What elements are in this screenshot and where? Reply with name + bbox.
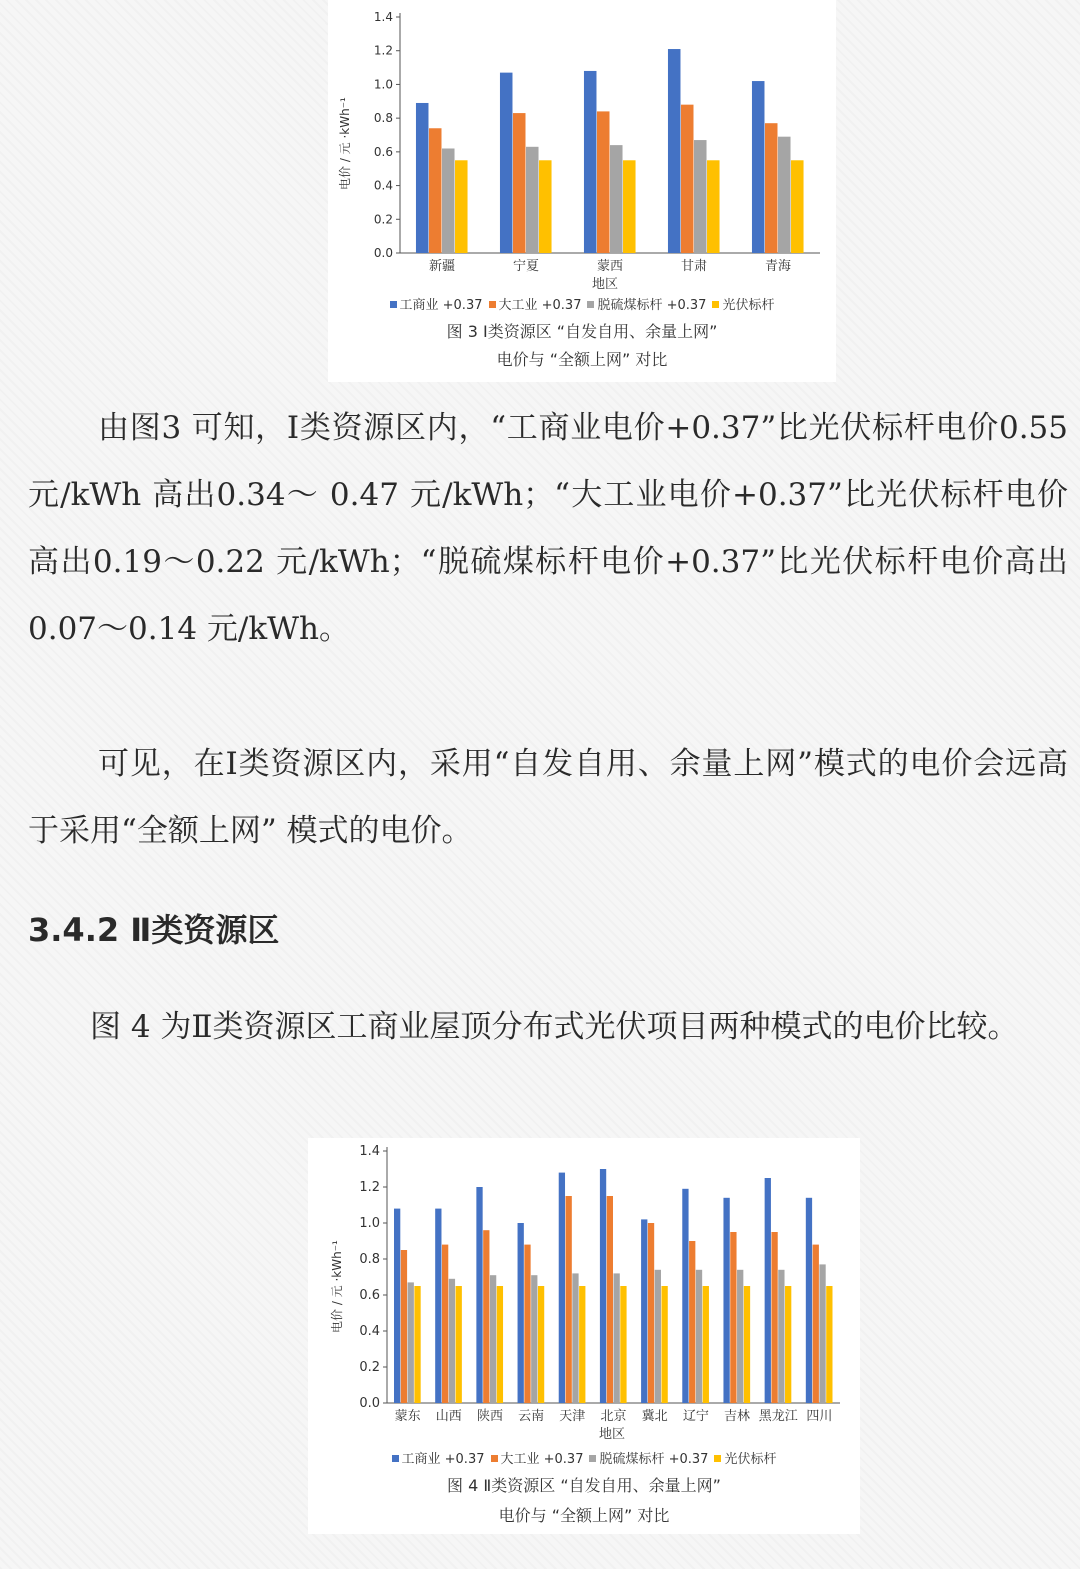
figure-4-bar [648, 1223, 654, 1403]
figure-4-bar [620, 1286, 626, 1403]
figure-3-category-label: 甘肃 [680, 259, 708, 274]
figure-3-bar [752, 81, 765, 253]
figure-4-bar [401, 1250, 407, 1403]
figure-4-bar [737, 1270, 743, 1403]
figure-4-bar [524, 1245, 530, 1403]
figure-4-y-tick-label: 1.2 [359, 1180, 380, 1195]
figure-3-bar [455, 160, 468, 253]
figure-3-legend-item [390, 294, 483, 313]
figure-4-x-axis-label: 地区 [598, 1427, 626, 1442]
figure-4-bar [813, 1245, 819, 1403]
figure-4-bar [723, 1198, 729, 1403]
figure-4-y-tick-label: 0.4 [359, 1324, 380, 1339]
figure-4-y-tick-label: 0.8 [359, 1252, 380, 1267]
figure-4-bar [483, 1230, 489, 1403]
figure-3-y-tick-label: 0.2 [373, 212, 393, 227]
figure-3-bar [623, 160, 636, 253]
figure-4-bar [765, 1178, 771, 1403]
figure-4-bar [408, 1282, 414, 1403]
figure-3-bar [681, 105, 694, 253]
figure-3-bar [765, 123, 778, 253]
figure-3-legend-swatch [489, 301, 496, 308]
figure-4-category-label: 山西 [435, 1409, 462, 1424]
figure-4-legend-label: 工商业 +0.37 [401, 1452, 485, 1467]
figure-4-legend-item [491, 1448, 584, 1467]
figure-4-category-label: 天津 [559, 1409, 586, 1424]
figure-3-y-tick-label: 1.4 [373, 10, 393, 24]
figure-4-legend [308, 1448, 860, 1467]
figure-4-bar [531, 1275, 537, 1403]
figure-4-bar [497, 1286, 503, 1403]
paragraph-3 [28, 994, 1068, 1061]
figure-3-bar [416, 103, 429, 253]
figure-3-bar [539, 160, 552, 253]
figure-3-category-label: 青海 [764, 259, 792, 274]
figure-3-legend-label: 脱硫煤标杆 +0.37 [597, 298, 707, 313]
figure-4-category-label: 云南 [518, 1409, 545, 1424]
figure-3-bar [610, 145, 623, 253]
figure-4-bar [703, 1286, 709, 1403]
figure-4-bar [806, 1198, 812, 1403]
figure-4-bar [730, 1232, 736, 1403]
figure-3-bar [694, 140, 707, 253]
figure-4-bar [456, 1286, 462, 1403]
figure-3-caption-line2: 电价与 “全额上网” 对比 [496, 350, 668, 369]
figure-4-y-tick-label: 0.0 [359, 1396, 380, 1411]
figure-4-legend-label: 大工业 +0.37 [500, 1452, 584, 1467]
figure-4-bar [449, 1279, 455, 1403]
figure-3-x-axis-label: 地区 [591, 277, 619, 292]
figure-4-bar [442, 1245, 448, 1403]
figure-4-legend-swatch [392, 1455, 399, 1462]
figure-3-bar [778, 137, 791, 253]
figure-4-bar [572, 1273, 578, 1403]
figure-4-legend-label: 脱硫煤标杆 +0.37 [599, 1452, 709, 1467]
section-heading: 3.4.2 Ⅱ类资源区 [28, 911, 280, 949]
figure-4-caption-line2: 电价与 “全额上网” 对比 [498, 1506, 670, 1525]
figure-4-bar [689, 1241, 695, 1403]
figure-3-bar [442, 148, 455, 253]
figure-4-category-label: 四川 [806, 1409, 833, 1424]
figure-4-chart [308, 1138, 860, 1448]
figure-3-y-axis-label: 电价 / 元 ·kWh⁻¹ [338, 97, 352, 190]
figure-4-bar [579, 1286, 585, 1403]
figure-3-legend-swatch [712, 301, 719, 308]
figure-4-y-axis-label: 电价 / 元 ·kWh⁻¹ [330, 1240, 344, 1333]
figure-3-chart [328, 0, 836, 300]
figure-3-legend [328, 294, 836, 313]
figure-3-bar [707, 160, 720, 253]
figure-3-category-label: 新疆 [428, 259, 456, 274]
figure-4-bar [414, 1286, 420, 1403]
figure-4-bar [655, 1270, 661, 1403]
figure-3-y-tick-label: 0.8 [373, 111, 393, 126]
figure-3-bar [791, 160, 804, 253]
figure-3-caption-line1: 图 3 Ⅰ类资源区 “自发自用、余量上网” [446, 322, 718, 341]
figure-4-y-tick-label: 0.6 [359, 1288, 380, 1303]
figure-3-bar [668, 49, 681, 253]
figure-3-legend-item [712, 294, 774, 313]
figure-3-legend-label: 工商业 +0.37 [399, 298, 483, 313]
figure-4-bar [641, 1219, 647, 1403]
figure-4-legend-swatch [714, 1455, 721, 1462]
figure-3-legend-label: 大工业 +0.37 [498, 298, 582, 313]
figure-4-bar [696, 1270, 702, 1403]
figure-4 [308, 1138, 860, 1534]
figure-3-y-tick-label: 0.6 [373, 144, 393, 159]
figure-4-legend-swatch [589, 1455, 596, 1462]
figure-4-bar [566, 1196, 572, 1403]
figure-4-bar [607, 1196, 613, 1403]
figure-3-bar [584, 71, 597, 253]
figure-4-bar [826, 1286, 832, 1403]
figure-3-bar [429, 128, 442, 253]
figure-3-bar [513, 113, 526, 253]
figure-3-bar [597, 111, 610, 253]
figure-3-y-tick-label: 0.0 [373, 246, 393, 260]
figure-4-y-tick-label: 1.0 [359, 1216, 380, 1231]
paragraph-1 [28, 395, 1068, 663]
figure-3-y-tick-label: 1.2 [373, 43, 393, 58]
figure-4-category-label: 冀北 [641, 1409, 668, 1424]
figure-3-bar [526, 147, 539, 253]
figure-4-bar [394, 1209, 400, 1403]
figure-3-category-label: 宁夏 [512, 259, 540, 274]
figure-3-bar [500, 73, 513, 253]
figure-4-bar [771, 1232, 777, 1403]
figure-4-category-label: 陕西 [476, 1409, 503, 1424]
figure-4-bar [490, 1275, 496, 1403]
figure-4-category-label: 北京 [600, 1409, 627, 1424]
figure-4-legend-item [589, 1448, 708, 1467]
figure-4-bar [614, 1273, 620, 1403]
figure-4-bar [778, 1270, 784, 1403]
figure-4-category-label: 蒙东 [394, 1409, 421, 1424]
figure-4-category-label: 辽宁 [682, 1409, 709, 1424]
figure-4-y-tick-label: 0.2 [359, 1360, 380, 1375]
figure-4-bar [682, 1189, 688, 1403]
figure-4-legend-label: 光伏标杆 [724, 1452, 777, 1467]
figure-3-legend-swatch [587, 301, 594, 308]
paragraph-3-text: 图 4 为Ⅱ类资源区工商业屋顶分布式光伏项目两种模式的电价比较。 [90, 1009, 1019, 1045]
figure-4-y-tick-label: 1.4 [359, 1144, 380, 1159]
figure-3-category-label: 蒙西 [596, 259, 624, 274]
figure-4-bar [819, 1264, 825, 1403]
figure-4-bar [661, 1286, 667, 1403]
figure-4-legend-item [714, 1448, 776, 1467]
figure-3 [328, 0, 836, 382]
figure-4-bar [538, 1286, 544, 1403]
figure-4-bar [476, 1187, 482, 1403]
figure-3-y-tick-label: 1.0 [373, 77, 393, 92]
figure-4-category-label: 黑龙江 [758, 1409, 798, 1424]
figure-4-bar [744, 1286, 750, 1403]
figure-4-category-label: 吉林 [724, 1409, 751, 1424]
figure-4-bar [785, 1286, 791, 1403]
figure-4-caption-line1: 图 4 Ⅱ类资源区 “自发自用、余量上网” [447, 1476, 721, 1495]
paragraph-1-text: 由图3 可知，Ⅰ类资源区内，“工商业电价+0.37”比光伏标杆电价0.55 元/kWh 高出0.34～ 0.47 元/kWh；“大工业电价+0.37”比光伏标杆电价高出0.19～0.22 元/kWh；“脱硫煤标杆电价+0.37”比光伏标杆电价高出0.07～0.14 元/kWh。 [28, 410, 1068, 647]
paragraph-2-text: 可见，在Ⅰ类资源区内，采用“自发自用、余量上网”模式的电价会远高于采用“全额上网” 模式的电价。 [28, 746, 1068, 849]
figure-4-legend-swatch [491, 1455, 498, 1462]
figure-3-y-tick-label: 0.4 [373, 178, 393, 193]
figure-3-legend-label: 光伏标杆 [722, 298, 775, 313]
figure-3-legend-swatch [390, 301, 397, 308]
figure-4-bar [435, 1209, 441, 1403]
figure-3-legend-item [489, 294, 582, 313]
paragraph-2 [28, 731, 1068, 865]
figure-4-bar [559, 1173, 565, 1403]
figure-4-bar [518, 1223, 524, 1403]
figure-3-legend-item [587, 294, 706, 313]
figure-4-legend-item [392, 1448, 485, 1467]
figure-4-bar [600, 1169, 606, 1403]
